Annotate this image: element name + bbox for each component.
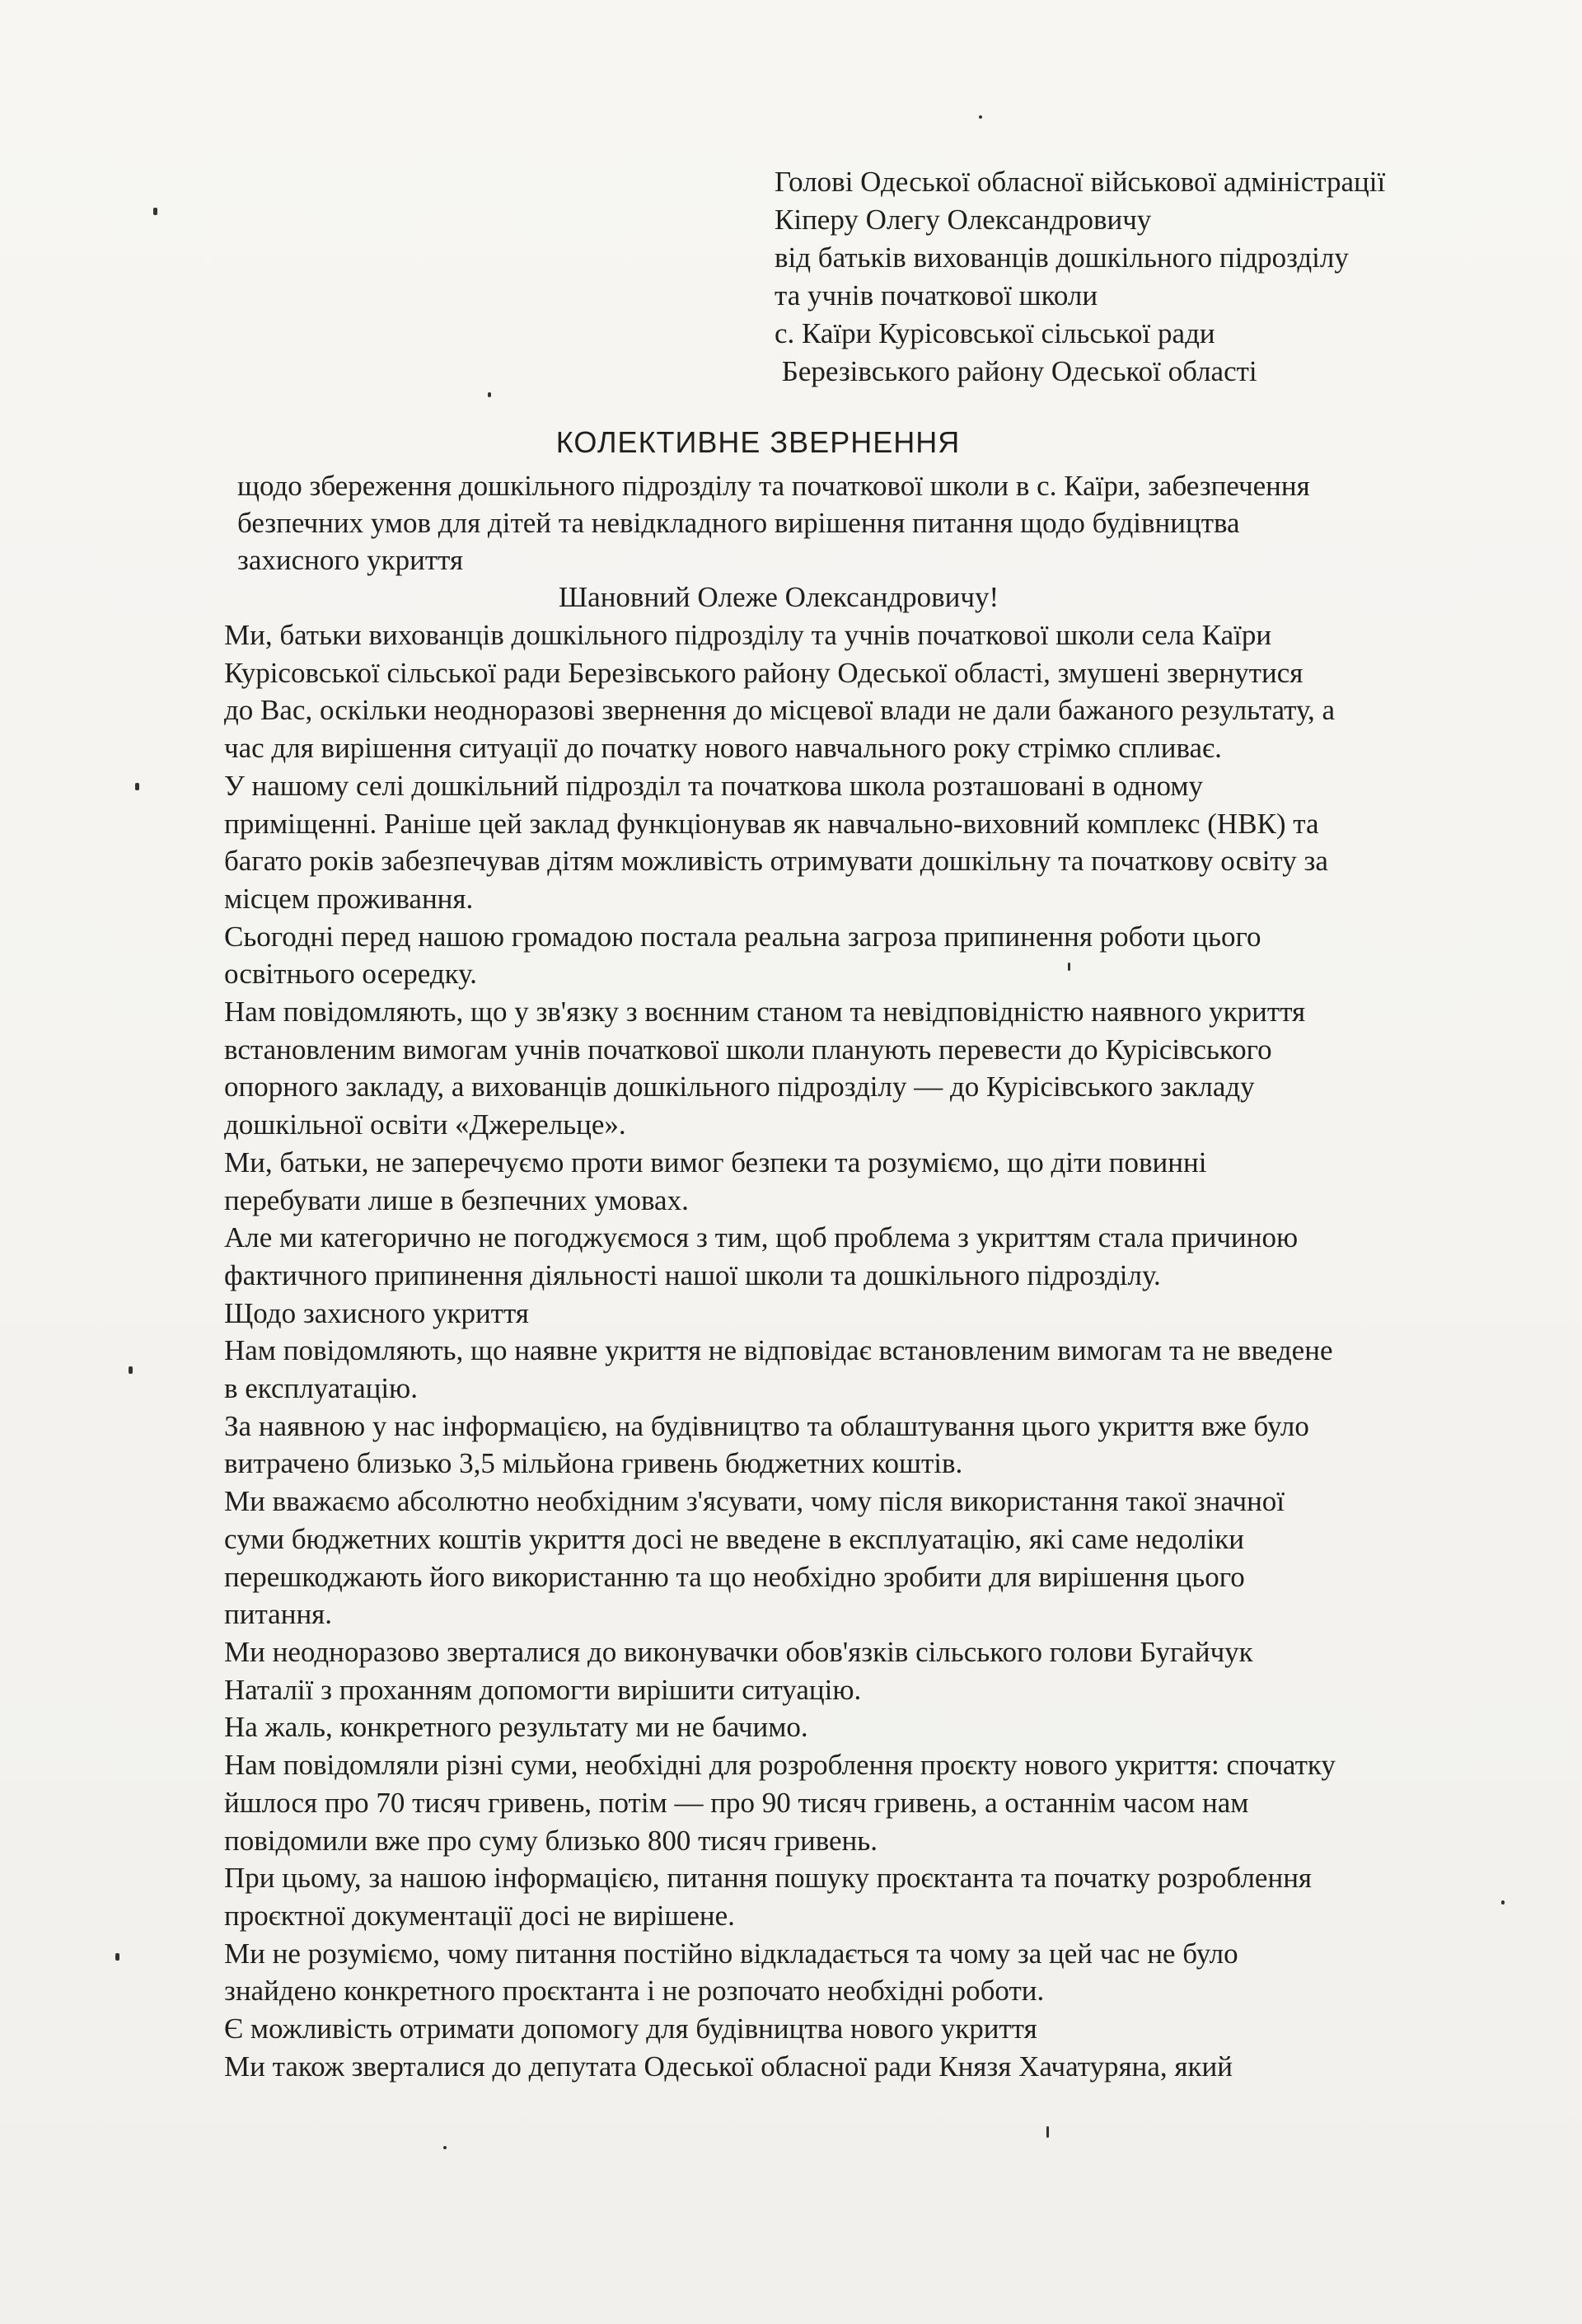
subject-line: щодо збереження дошкільного підрозділу та початкової школи в с. Каїри, забезпечення — [237, 470, 1310, 502]
body-line: опорного закладу, а вихованців дошкільного підрозділу — до Курісівського закладу — [224, 1071, 1255, 1103]
body-line: Нам повідомляли різні суми, необхідні для розроблення проєкту нового укриття: спочатку — [224, 1749, 1336, 1782]
body-line: приміщенні. Раніше цей заклад функціонував як навчально-виховний комплекс (НВК) та — [224, 807, 1319, 840]
addressee-block — [775, 163, 1516, 391]
scan-speck — [488, 392, 491, 397]
body-line: до Вас, оскільки неодноразові звернення до місцевої влади не дали бажаного результату, а — [224, 694, 1336, 727]
subject-block — [237, 467, 1473, 579]
addressee-line: та учнів початкової школи — [775, 279, 1098, 312]
addressee-line: від батьків вихованців дошкільного підрозділу — [775, 241, 1349, 274]
addressee-line: с. Каїри Курісовської сільської ради — [775, 317, 1215, 349]
body-line: Є можливість отримати допомогу для будівництва нового укриття — [224, 2012, 1037, 2045]
body-line: Наталії з проханням допомогти вирішити ситуацію. — [224, 1673, 862, 1706]
body-line: повідомили вже про суму близько 800 тисяч гривень. — [224, 1824, 878, 1857]
body-line: багато років забезпечував дітям можливість отримувати дошкільну та початкову освіту за — [224, 845, 1328, 878]
addressee-line: Березівського району Одеської області — [775, 355, 1257, 387]
scan-speck — [1501, 1900, 1505, 1905]
scan-speck — [135, 783, 139, 790]
body-line: в експлуатацію. — [224, 1372, 418, 1405]
addressee-line: Голові Одеської обласної військової адміністрації — [775, 166, 1386, 198]
body-line: Ми також зверталися до депутата Одеської обласної ради Князя Хачатуряна, який — [224, 2050, 1233, 2083]
body-line: На жаль, конкретного результату ми не бачимо. — [224, 1711, 808, 1744]
body-line: Нам повідомляють, що наявне укриття не відповідає встановленим вимогам та не введене — [224, 1334, 1333, 1367]
body-line: місцем проживання. — [224, 882, 474, 915]
body-line: проєктної документації досі не вирішене. — [224, 1899, 735, 1932]
body-line: У нашому селі дошкільний підрозділ та початкова школа розташовані в одному — [224, 769, 1204, 802]
body-line: Ми, батьки вихованців дошкільного підрозділу та учнів початкової школи села Каїри — [224, 619, 1272, 651]
document-title: КОЛЕКТИВНЕ ЗВЕРНЕННЯ — [555, 425, 961, 459]
body-line: Ми, батьки, не заперечуємо проти вимог безпеки та розуміємо, що діти повинні — [224, 1146, 1207, 1178]
subject-line: безпечних умов для дітей та невідкладного вирішення питання щодо будівництва — [237, 507, 1240, 539]
body-line: освітнього осередку. — [224, 958, 477, 991]
scan-speck — [115, 1953, 119, 1961]
body-line: Курісовської сільської ради Березівського району Одеської області, змушені звернутися — [224, 656, 1304, 689]
addressee-line: Кіперу Олегу Олександровичу — [775, 204, 1152, 236]
body-line: При цьому, за нашою інформацією, питання пошуку проєктанта та початку розроблення — [224, 1862, 1313, 1895]
body-line: фактичного припинення діяльності нашої школи та дошкільного підрозділу. — [224, 1258, 1161, 1291]
body-line: Нам повідомляють, що у зв'язку з воєнним станом та невідповідністю наявного укриття — [224, 996, 1306, 1028]
body-line: суми бюджетних коштів укриття досі не введене в експлуатацію, які саме недоліки — [224, 1522, 1244, 1555]
scan-speck — [443, 2146, 447, 2149]
body-line: Сьогодні перед нашою громадою постала реальна загроза припинення роботи цього — [224, 920, 1261, 953]
body-line: За наявною у нас інформацією, на будівництво та облаштування цього укриття вже було — [224, 1409, 1309, 1442]
body-line: час для вирішення ситуації до початку нового навчального року стрімко спливає. — [224, 732, 1222, 765]
body-line: знайдено конкретного проєктанта і не розпочато необхідні роботи. — [224, 1975, 1045, 2008]
body-line: встановленим вимогам учнів початкової школи планують перевести до Курісівського — [224, 1033, 1272, 1066]
scan-speck — [153, 208, 157, 215]
body-line: витрачено близько 3,5 мільйона гривень бюджетних коштів. — [224, 1447, 963, 1480]
body-line: Але ми категорично не погоджуємося з тим, щоб проблема з укриттям стала причиною — [224, 1221, 1299, 1254]
body-line: Ми не розуміємо, чому питання постійно відкладається та чому за цей час не було — [224, 1937, 1238, 1970]
body-line: Ми неодноразово зверталися до виконувачки обов'язків сільського голови Бугайчук — [224, 1635, 1253, 1668]
scan-speck — [1046, 2126, 1049, 2138]
body-line: питання. — [224, 1598, 333, 1631]
body-line: йшлося про 70 тисяч гривень, потім — про 90 тисяч гривень, а останнім часом нам — [224, 1786, 1249, 1819]
body-line: перебувати лише в безпечних умовах. — [224, 1183, 689, 1216]
greeting: Шановний Олеже Олександровичу! — [558, 581, 999, 613]
body-line: перешкоджають його використанню та що необхідно зробити для вирішення цього — [224, 1560, 1245, 1593]
body-line: Щодо захисного укриття — [224, 1296, 529, 1329]
body-text — [224, 616, 1493, 2085]
scan-speck — [129, 1366, 133, 1374]
subject-line: захисного укриття — [237, 544, 464, 576]
body-line: дошкільної освіти «Джерельце». — [224, 1108, 626, 1141]
body-line: Ми вважаємо абсолютно необхідним з'ясувати, чому після використання такої значної — [224, 1485, 1285, 1518]
scan-speck — [979, 115, 982, 119]
